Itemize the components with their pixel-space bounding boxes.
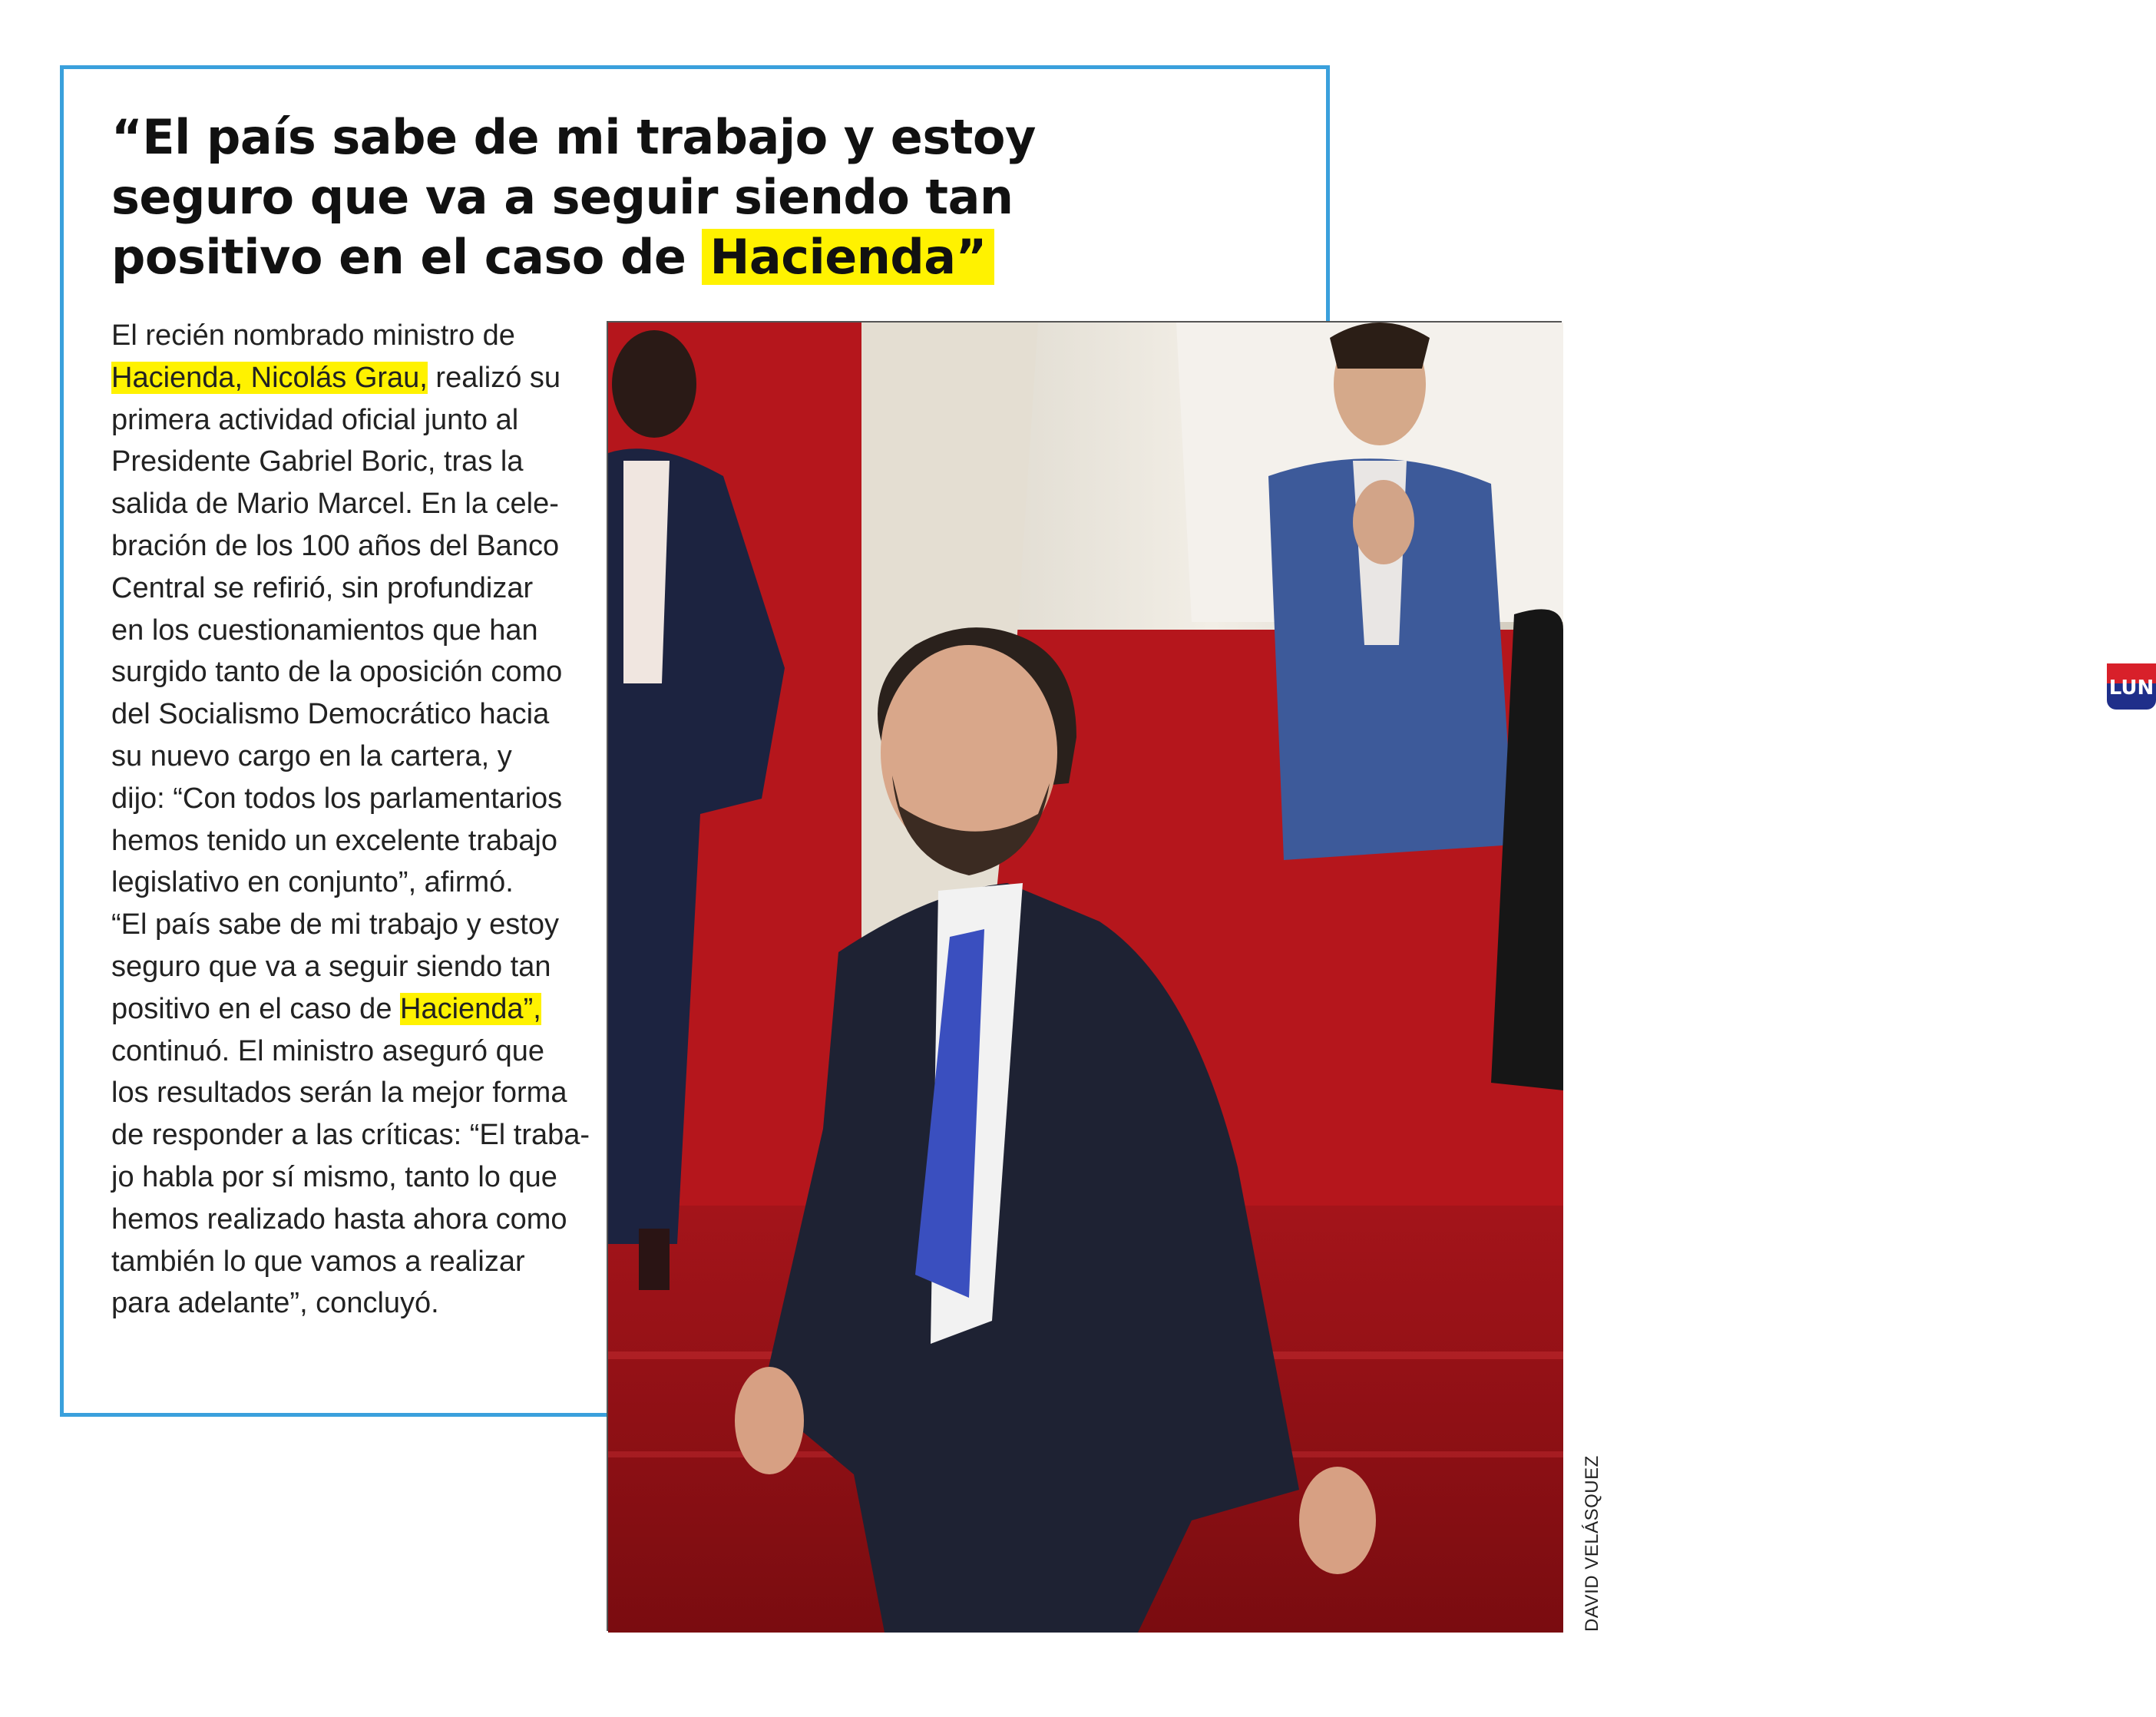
body-line: El recién nombrado ministro de [111, 319, 515, 352]
photo-illustration [608, 323, 1563, 1633]
body-line: su nuevo cargo en la cartera, y [111, 739, 512, 772]
body-line: también lo que vamos a realizar [111, 1245, 525, 1278]
body-line: los resultados serán la mejor forma [111, 1077, 567, 1110]
headline-closing-quote: ” [955, 229, 987, 285]
logo-text: LUN [2108, 677, 2154, 700]
body-line: hemos realizado hasta ahora como [111, 1203, 567, 1236]
body-line: primera actividad oficial junto al [111, 403, 519, 436]
body-highlight-hacienda: Hacienda”, [400, 992, 541, 1025]
body-line: dijo: “Con todos los parlamentarios [111, 782, 563, 815]
body-line-text: positivo en el caso de [111, 992, 401, 1025]
body-line: en los cuestionamientos que han [111, 614, 538, 647]
body-line [111, 357, 580, 399]
body-line: para adelante”, concluyó. [111, 1287, 439, 1320]
body-line: hemos tenido un excelente trabajo [111, 824, 557, 857]
photo-credit: DAVID VELÁSQUEZ [1582, 1455, 1602, 1632]
body-line [111, 988, 580, 1031]
headline [111, 108, 1109, 287]
body-line: salida de Mario Marcel. En la cele- [111, 488, 559, 521]
headline-line-3-text: positivo en el caso de [111, 229, 703, 285]
body-highlight-name: Hacienda, Nicolás Grau, [111, 361, 428, 394]
body-line: del Socialismo Democrático hacia [111, 698, 550, 731]
body-line: legislativo en conjunto”, afirmó. [111, 866, 514, 899]
body-line: “El país sabe de mi trabajo y estoy [111, 908, 559, 941]
headline-line-3 [111, 229, 994, 285]
body-line: Presidente Gabriel Boric, tras la [111, 445, 524, 478]
body-line: Central se refirió, sin profundizar [111, 571, 534, 604]
lun-logo [2107, 663, 2156, 710]
body-line: de responder a las críticas: “El traba- [111, 1119, 590, 1152]
headline-highlight [702, 229, 994, 285]
body-line-text: realizó su [427, 361, 561, 394]
headline-line-1: “El país sabe de mi trabajo y estoy [111, 109, 1036, 165]
headline-line-2: seguro que va a seguir siendo tan [111, 169, 1014, 225]
body-line: surgido tanto de la oposición como [111, 656, 563, 689]
body-line: seguro que va a seguir siendo tan [111, 950, 551, 983]
article-body [111, 315, 590, 1325]
body-line: continuó. El ministro aseguró que [111, 1034, 544, 1067]
headline-highlight-word: Hacienda [709, 229, 956, 285]
body-line: jo habla por sí mismo, tanto lo que [111, 1160, 557, 1193]
body-line: bración de los 100 años del Banco [111, 529, 560, 562]
